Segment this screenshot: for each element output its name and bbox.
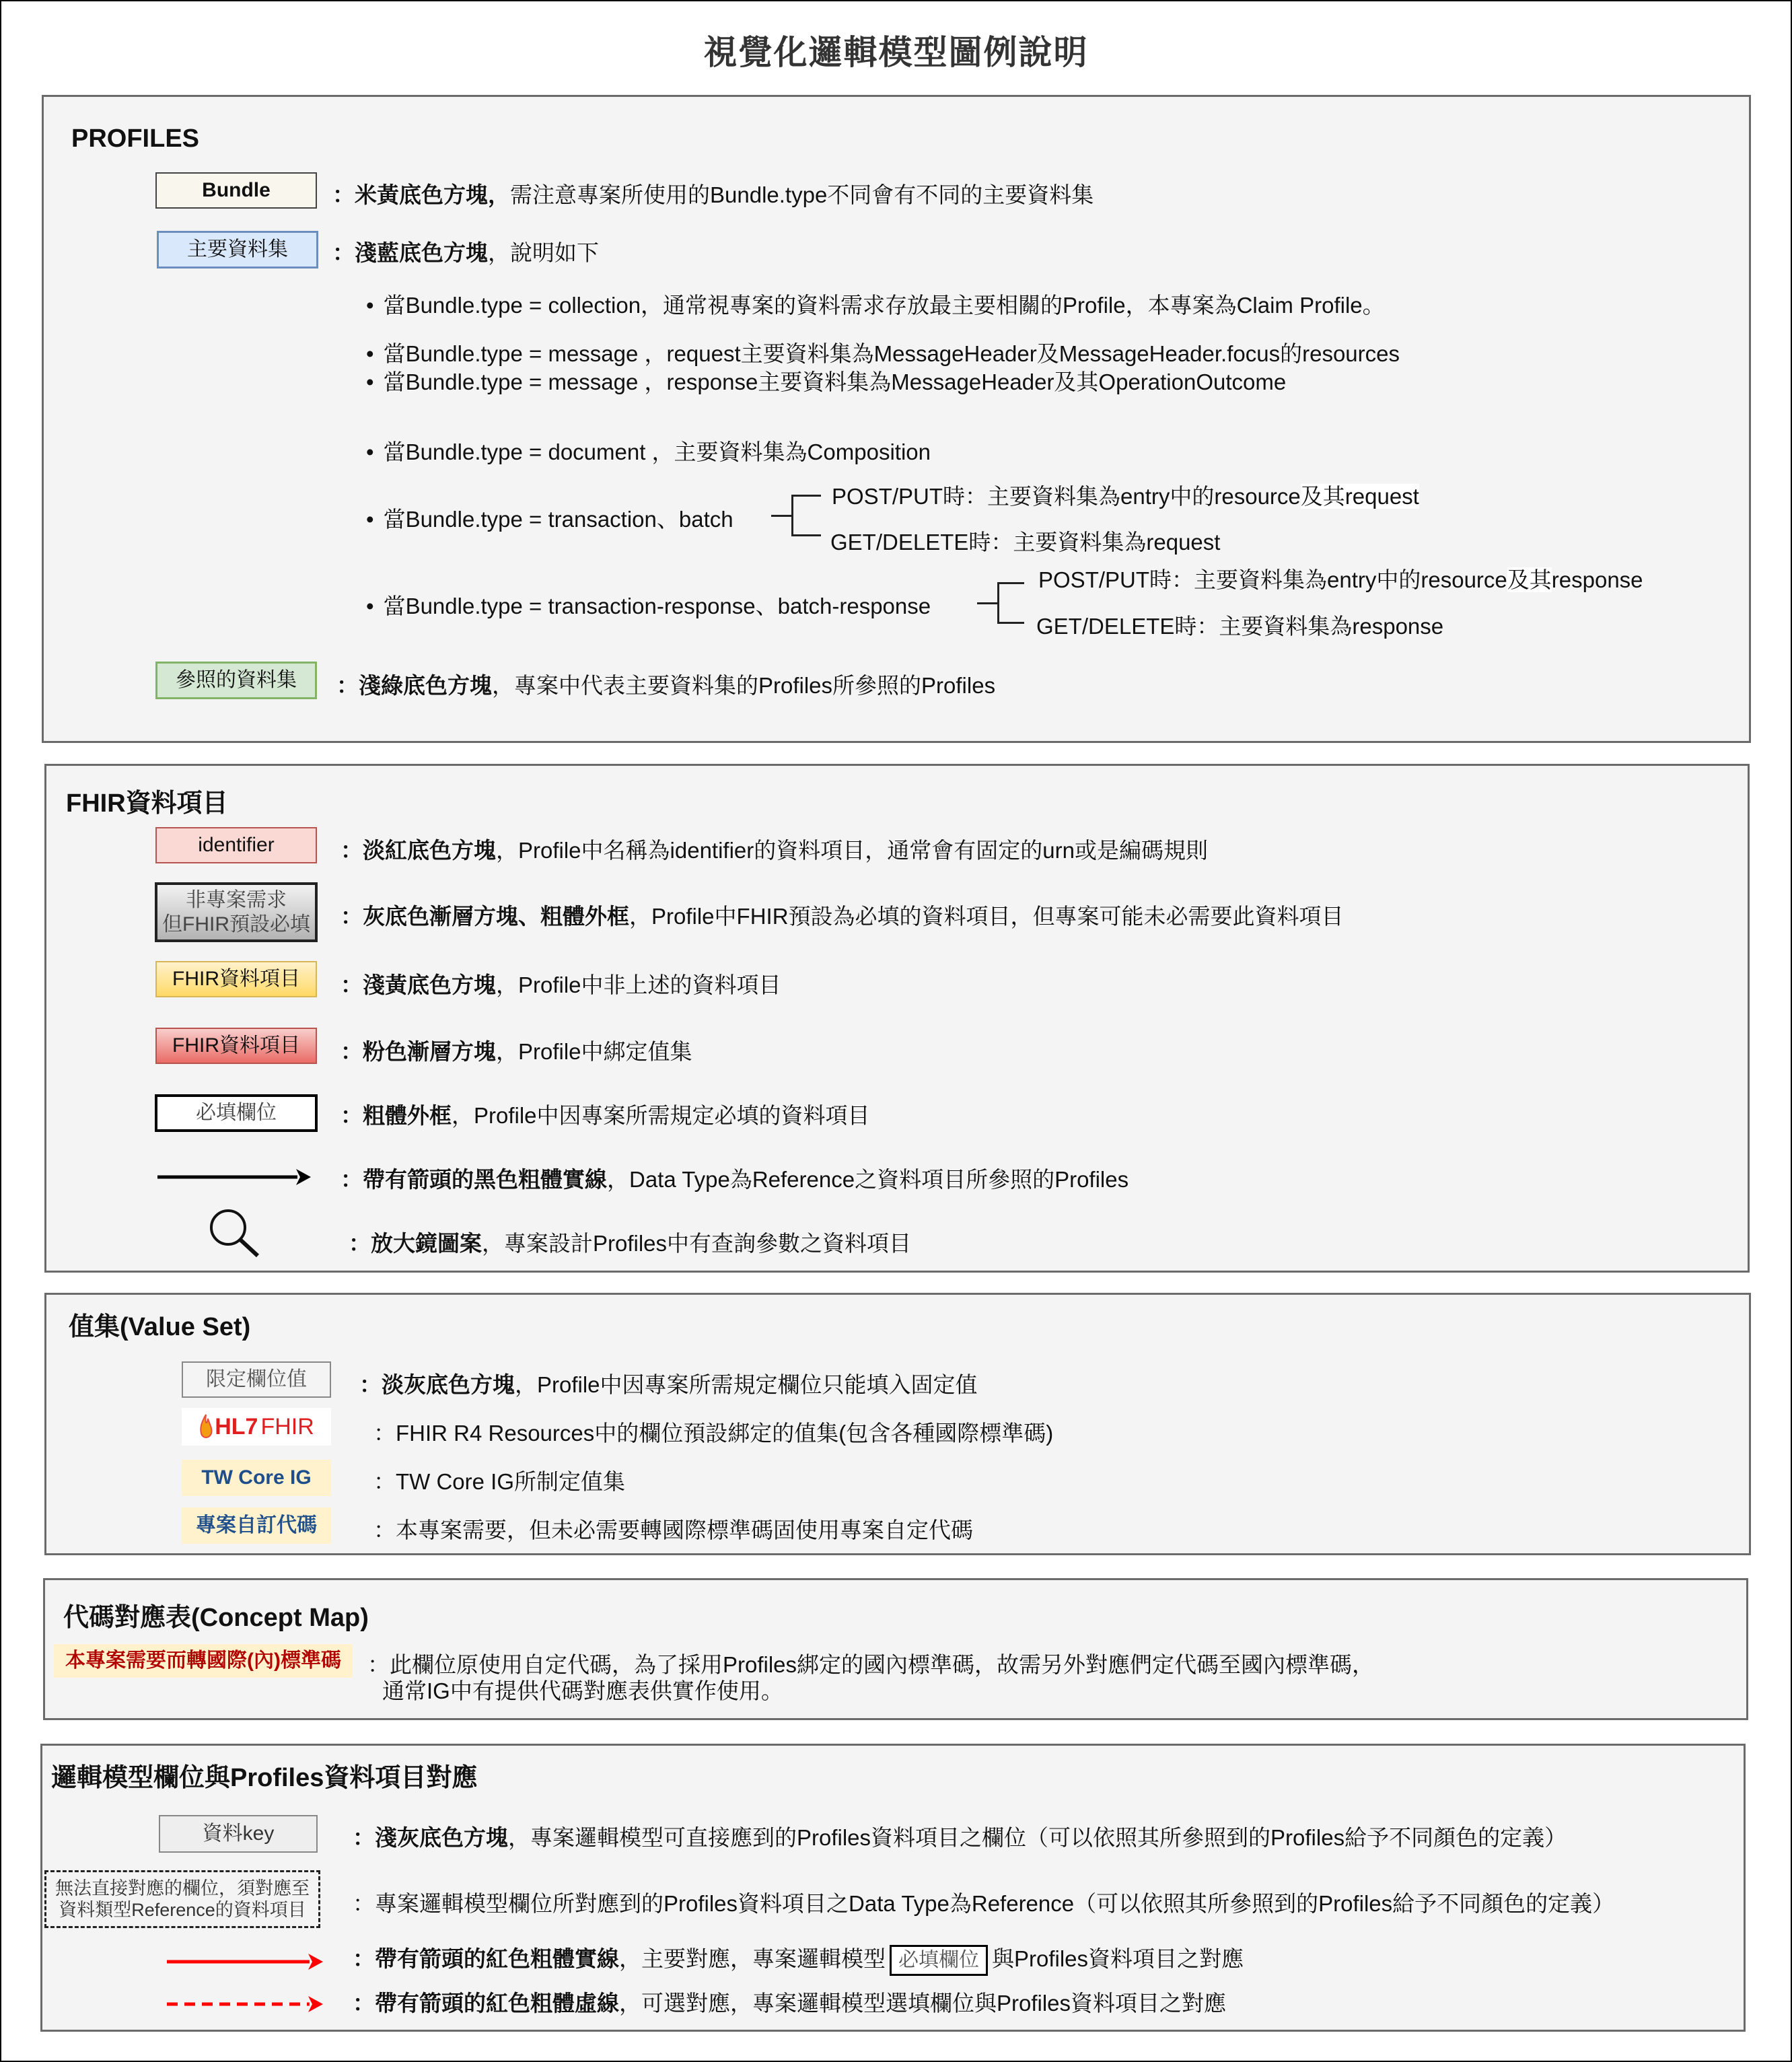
hl7-fhir-logo: HL7 FHIR: [182, 1408, 331, 1446]
red-solid-arrow-icon: [166, 1952, 324, 1972]
reference-field-legend-desc: ：專案邏輯模型欄位所對應到的Profiles資料項目之Data Type為Reference（可以依照其所參照到的Profiles給予不同顏色的定義）: [353, 1891, 1615, 1916]
magnifier-icon: [205, 1205, 266, 1258]
bullet-collection: • 當Bundle.type = collection，通常視專案的資料需求存放最主要相關的Profile，本專案為Claim Profile。: [366, 288, 1385, 320]
transaction-bracket: [791, 495, 821, 536]
black-arrow-icon: [156, 1167, 312, 1187]
transaction-response-get-text: GET/DELETE時：主要資料集為response: [1036, 614, 1444, 639]
main-dataset-legend-box: 主要資料集: [157, 231, 318, 269]
custom-code-legend-box: 專案自訂代碼: [182, 1507, 331, 1544]
fhir-item-pink-legend-box: FHIR資料項目: [155, 1028, 317, 1064]
red-solid-arrow-legend-desc: ：帶有箭頭的紅色粗體實線，主要對應，專案邏輯模型 必填欄位 與Profiles資料項目之對應: [353, 1942, 1244, 1976]
concept-map-desc-line2: 通常IG中有提供代碼對應表供實作使用。: [382, 1678, 783, 1703]
fixed-value-legend-desc: ：淡灰底色方塊，Profile中因專案所需規定欄位只能填入固定值: [359, 1372, 978, 1397]
logic-mapping-heading: 邏輯模型欄位與Profiles資料項目對應: [51, 1764, 478, 1792]
transaction-get-text: GET/DELETE時：主要資料集為request: [830, 530, 1221, 555]
bullet-transaction: • 當Bundle.type = transaction、batch: [366, 502, 733, 534]
magnifier-legend-desc: ：放大鏡圖案，專案設計Profiles中有查詢參數之資料項目: [349, 1231, 912, 1256]
fixed-value-legend-box: 限定欄位值: [182, 1361, 331, 1398]
fhir-required-legend-desc: ：灰底色漸層方塊、粗體外框，Profile中FHIR預設為必填的資料項目，但專案可能未必需要此資料項目: [341, 904, 1344, 929]
page-title: 視覺化邏輯模型圖例說明: [703, 34, 1089, 71]
concept-map-desc-line1: ：此欄位原使用自定代碼，為了採用Profiles綁定的國內標準碼，故需另外對應們定代碼至國內標準碼，: [367, 1652, 1375, 1677]
referenced-dataset-legend-desc: ：淺綠底色方塊，專案中代表主要資料集的Profiles所參照的Profiles: [336, 673, 996, 698]
main-dataset-legend-desc: ：淺藍底色方塊，說明如下: [332, 240, 599, 265]
custom-code-legend-desc: ：本專案需要，但未必需要轉國際標準碼固使用專案自定代碼: [373, 1518, 973, 1542]
tw-core-ig-legend-desc: ：TW Core IG所制定值集: [373, 1469, 626, 1494]
bullet-transaction-response: • 當Bundle.type = transaction-response、batch-response: [366, 589, 931, 620]
identifier-legend-desc: ：淡紅底色方塊，Profile中名稱為identifier的資料項目，通常會有固定的urn或是編碼規則: [341, 838, 1208, 863]
transaction-bracket-stub: [771, 515, 791, 517]
bundle-legend-box: Bundle: [155, 172, 317, 209]
profiles-heading: PROFILES: [71, 125, 200, 153]
concept-map-legend-box: 本專案需要而轉國際(內)標準碼: [54, 1644, 353, 1678]
bullet-message-request: • 當Bundle.type = message ，request主要資料集為MessageHeader及MessageHeader.focus的resources: [366, 336, 1400, 368]
bullet-document: • 當Bundle.type = document ，主要資料集為Composition: [366, 435, 931, 466]
fhir-required-legend-box: 非專案需求 但FHIR預設必填: [155, 882, 318, 942]
flame-icon: [199, 1413, 213, 1440]
transaction-post-text: POST/PUT時：主要資料集為entry中的resource及其request: [832, 484, 1419, 509]
transaction-response-post-text: POST/PUT時：主要資料集為entry中的resource及其response: [1038, 567, 1643, 592]
data-key-legend-desc: ：淺灰底色方塊，專案邏輯模型可直接應到的Profiles資料項目之欄位（可以依照其所參照到的Profiles給予不同顏色的定義）: [353, 1825, 1567, 1850]
required-field-legend-desc: ：粗體外框，Profile中因專案所需規定必填的資料項目: [341, 1103, 870, 1128]
value-set-heading: 值集(Value Set): [69, 1313, 251, 1341]
reference-field-legend-box: 無法直接對應的欄位，須對應至 資料類型Reference的資料項目: [44, 1870, 320, 1928]
required-field-legend-box: 必填欄位: [155, 1094, 318, 1132]
fhir-item-yellow-legend-desc: ：淺黃底色方塊，Profile中非上述的資料項目: [341, 972, 781, 997]
red-dashed-arrow-legend-desc: ：帶有箭頭的紅色粗體虛線，可選對應，專案邏輯模型選填欄位與Profiles資料項目之對應: [353, 1991, 1227, 2016]
transaction-response-bracket: [997, 582, 1024, 624]
fhir-item-pink-legend-desc: ：粉色漸層方塊，Profile中綁定值集: [341, 1039, 692, 1064]
referenced-dataset-legend-box: 參照的資料集: [155, 662, 317, 699]
black-arrow-legend-desc: ：帶有箭頭的黑色粗體實線，Data Type為Reference之資料項目所參照的Profiles: [341, 1167, 1129, 1192]
data-key-legend-box: 資料key: [159, 1815, 318, 1853]
hl7-fhir-legend-desc: ：FHIR R4 Resources中的欄位預設綁定的值集(包含各種國際標準碼): [373, 1421, 1054, 1446]
identifier-legend-box: identifier: [155, 827, 317, 863]
red-dashed-arrow-icon: [166, 1994, 324, 2014]
tw-core-ig-legend-box: TW Core IG: [182, 1460, 331, 1496]
bundle-legend-desc: ：米黃底色方塊，需注意專案所使用的Bundle.type不同會有不同的主要資料集: [332, 182, 1094, 207]
concept-map-heading: 代碼對應表(Concept Map): [63, 1604, 369, 1632]
fhir-item-yellow-legend-box: FHIR資料項目: [155, 961, 317, 997]
transaction-response-bracket-stub: [977, 602, 997, 604]
bullet-message-response: • 當Bundle.type = message ，response主要資料集為MessageHeader及其OperationOutcome: [366, 365, 1286, 396]
inline-required-field-box: 必填欄位: [890, 1945, 988, 1976]
fhir-items-heading: FHIR資料項目: [66, 789, 228, 818]
